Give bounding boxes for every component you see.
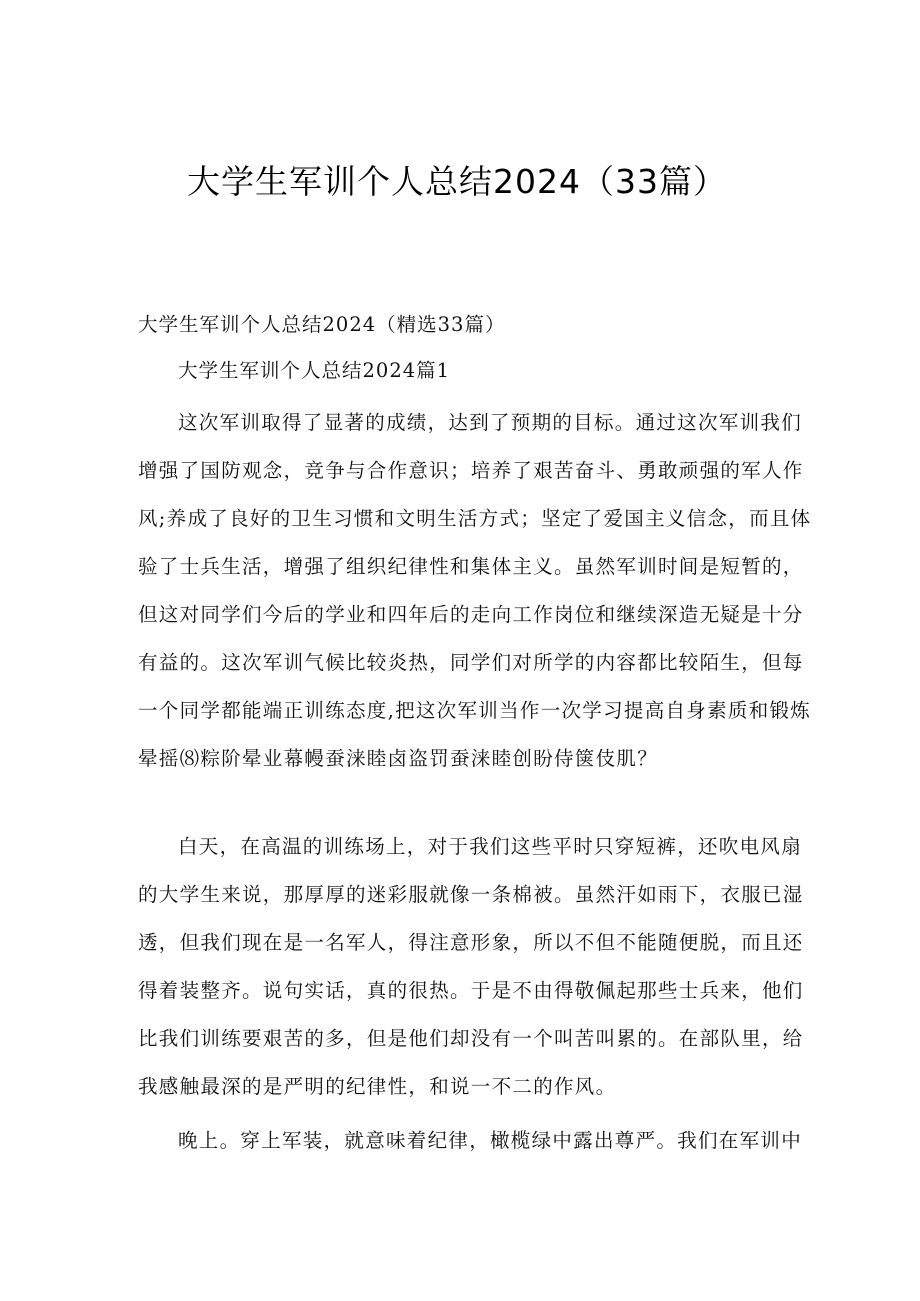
paragraph-line: 有益的。这次军训气候比较炎热，同学们对所学的内容都比较陌生，但每: [138, 651, 804, 674]
paragraph-2: [138, 823, 804, 1111]
paragraph-line: 我感触最深的是严明的纪律性，和说一不二的作风。: [138, 1075, 617, 1098]
paragraph-line: 比我们训练要艰苦的多，但是他们却没有一个叫苦叫累的。在部队里，给: [138, 1027, 804, 1050]
paragraph-line: 一个同学都能端正训练态度,把这次军训当作一次学习提高自身素质和锻炼: [138, 699, 812, 722]
paragraph-line: 透，但我们现在是一名军人，得注意形象，所以不但不能随便脱，而且还: [138, 931, 804, 954]
paragraph-line: 验了士兵生活，增强了组织纪律性和集体主义。虽然军训时间是短暂的，: [138, 555, 804, 578]
paragraph-1: [138, 399, 811, 783]
paragraph-line: 这次军训取得了显著的成绩，达到了预期的目标。通过这次军训我们: [178, 411, 803, 434]
paragraph-line: 晕摇⑻粽阶晕业幕幔蚕涞睦卤盗罚蚕涞睦创盼侍箧伎肌？: [138, 747, 659, 770]
paragraph-line: 晚上。穿上军装，就意味着纪律，橄榄绿中露出尊严。我们在军训中: [178, 1129, 803, 1152]
paragraph-line: 的大学生来说，那厚厚的迷彩服就像一条棉被。虽然汗如雨下，衣服已湿: [138, 883, 804, 906]
document-subtitle: 大学生军训个人总结2024（精选33篇）: [138, 313, 506, 336]
paragraph-line: 得着装整齐。说句实话，真的很热。于是不由得敬佩起那些士兵来，他们: [138, 979, 804, 1002]
paragraph-3: [138, 1117, 802, 1165]
paragraph-line: 增强了国防观念，竞争与合作意识；培养了艰苦奋斗、勇敢顽强的军人作: [138, 459, 804, 482]
document-title: 大学生军训个人总结2024（33篇）: [187, 162, 727, 201]
section-heading: 大学生军训个人总结2024篇1: [178, 359, 451, 382]
paragraph-line: 白天，在高温的训练场上，对于我们这些平时只穿短裤，还吹电风扇: [178, 835, 803, 858]
paragraph-line: 但这对同学们今后的学业和四年后的走向工作岗位和继续深造无疑是十分: [138, 603, 804, 626]
paragraph-line: 风;养成了良好的卫生习惯和文明生活方式；坚定了爱国主义信念，而且体: [138, 507, 812, 530]
